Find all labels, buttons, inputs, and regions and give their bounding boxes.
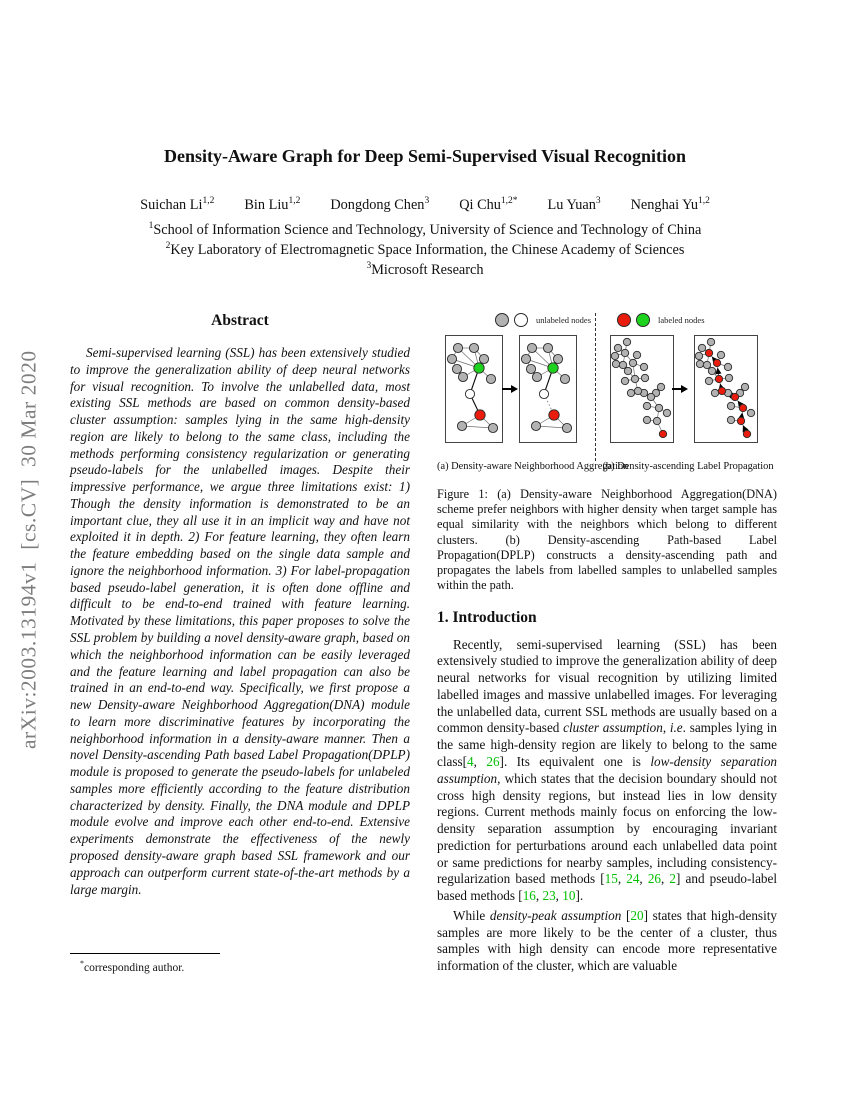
affiliation-list: [0, 220, 850, 280]
graph-svg: [611, 336, 673, 442]
subcaption-b: (b) Density-ascending Label Propagation: [602, 461, 774, 472]
citation-link[interactable]: 26: [647, 871, 662, 887]
graph-dplp-after: [694, 335, 758, 443]
citation-link[interactable]: 10: [562, 888, 576, 904]
affiliation: $^1$School of Information Science and Technology, University of Science and Technology of China: [148, 221, 702, 238]
arrow-right-icon: [502, 381, 518, 399]
legend-labeled-label: labeled nodes: [658, 315, 705, 325]
author-list: [0, 196, 850, 214]
right-column: [437, 309, 777, 978]
affiliation: $^3$Microsoft Research: [366, 260, 484, 278]
citation-link[interactable]: 24: [626, 871, 640, 887]
citation-link[interactable]: 2: [669, 871, 677, 887]
section-heading-introduction: 1. Introduction: [437, 608, 537, 626]
citation-link[interactable]: 15: [604, 871, 618, 887]
graph-svg: [695, 336, 757, 442]
author: Dongdong Chen$^3$: [330, 196, 430, 213]
footnote-text: *corresponding author.: [80, 959, 185, 974]
graph-dplp-before: [610, 335, 674, 443]
intro-paragraph-1: Recently, semi-supervised learning (SSL) has been extensively studied to improve the generalization ability of deep neural networks for visual recognition by utilizing limited labelled images and massive unlabelled images. For leveraging the unlabelled data, current SSL methods are usually based on a common density-based cluster assumption, i.e. samples lying in the same high-density region are likely to belong to the same class[4, 26]. Its equivalent one is low-density separation assumption, which states that the decision boundary should not cross high density regions, but instead lies in low density regions. Current methods mainly focus on enforcing the low-density separation assumption by encouraging invariant prediction for perturbations around each unlabelled data point or same predictions for nearby samples, including consistency-regularization based methods [15, 24, 26, 2] and pseudo-label based methods [16, 23, 10].: [437, 636, 778, 904]
footnote-marker: *: [80, 959, 84, 968]
affiliation: $^2$Key Laboratory of Electromagnetic Space Information, the Chinese Academy of Sciences: [165, 240, 685, 258]
panel-divider: [595, 313, 596, 461]
abstract-text: Semi-supervised learning (SSL) has been extensively studied to improve the generalization ability of deep neural networks for visual recognition. To involve the unlabelled data, most existing SSL methods are based on common density-based cluster assumption: samples lying in the same high-density region are likely to belong to the same class, including the methods performing consistency regularization or generating pseudo-labels for the unlabelled images. Despite their impressive performance, we argue three limitations exist: 1) Though the density information is demonstrated to be an important clue, they all use it in an implicit way and have not exploited it in depth. 2) For feature learning, they often learn the feature embedding based on the single data sample and ignore the neighborhood information. 3) For label-propagation based pseudo-label generation, it is often done offline and difficult to be end-to-end trained with feature learning. Motivated by these limitations, this paper proposes to solve the SSL problem by building a novel density-aware graph, based on which the neighborhood information can be easily leveraged and the feature learning and label propagation can also be trained in an end-to-end way. Specifically, we first propose a new Density-aware Neighborhood Aggregation(DNA) module to learn more discriminative features by incorporating the neighborhood information in a density-aware manner. Then a novel Density-ascending Path based Label Propagation(DPLP) module is proposed to generate the pseudo-labels for unlabeled samples more efficiently according to the feature distribution characterized by density. Finally, the DNA module and DPLP module evolve and improve each other end-to-end. Extensive experiments demonstrate the effectiveness of the newly proposed density-aware graph based SSL framework and our approach can outperform current state-of-the-art methods by a large margin.: [70, 345, 410, 897]
citation-link[interactable]: 4: [467, 754, 474, 769]
author: Qi Chu$^{1,2*}$: [459, 196, 518, 213]
footnote: [70, 953, 410, 974]
citation-link[interactable]: 23: [542, 888, 556, 904]
author: Suichan Li$^{1,2}$: [140, 196, 215, 213]
left-column: [70, 312, 410, 898]
green-node-icon: [636, 313, 650, 327]
paper-title: Density-Aware Graph for Deep Semi-Supervised Visual Recognition: [164, 146, 686, 166]
legend-unlabeled-label: unlabeled nodes: [536, 315, 591, 325]
abstract-heading: Abstract: [211, 312, 269, 329]
gray-node-icon: [495, 313, 509, 327]
author: Lu Yuan$^3$: [547, 196, 601, 213]
figure-1: [437, 309, 777, 477]
citation-link[interactable]: 16: [522, 888, 536, 904]
citation-link[interactable]: 20: [630, 907, 644, 923]
white-node-icon: [514, 313, 528, 327]
arxiv-banner: arXiv:2003.13194v1 [cs.CV] 30 Mar 2020: [16, 350, 41, 750]
red-node-icon: [617, 313, 631, 327]
arrow-right-icon: [672, 381, 688, 399]
figure-caption: Figure 1: (a) Density-aware Neighborhood Aggregation(DNA) scheme prefer neighbors with higher density when target sample has equal similarity with the neighbors which belong to different clusters. (b) Density-ascending Path-based Label Propagation(DPLP) constructs a density-ascending path and propagates the labels from labelled samples to unlabelled samples within the path.: [437, 487, 777, 593]
graph-svg: [446, 336, 502, 442]
author: Bin Liu$^{1,2}$: [244, 196, 301, 213]
graph-dna-before: [445, 335, 503, 443]
legend-unlabeled: [495, 313, 591, 327]
graph-dna-after: [519, 335, 577, 443]
author: Nenghai Yu$^{1,2}$: [630, 196, 710, 213]
subcaption-a: (a) Density-aware Neighborhood Aggregation: [437, 461, 629, 472]
graph-svg: [520, 336, 576, 442]
legend-labeled: [617, 313, 705, 327]
intro-paragraph-2: While density-peak assumption [20] states that high-density samples are more likely to be the center of a cluster, thus samples with high density can encode more representative information of the cluster, which are valuable: [437, 907, 777, 974]
citation-link[interactable]: 26: [486, 754, 500, 769]
footnote-rule: [70, 953, 220, 954]
